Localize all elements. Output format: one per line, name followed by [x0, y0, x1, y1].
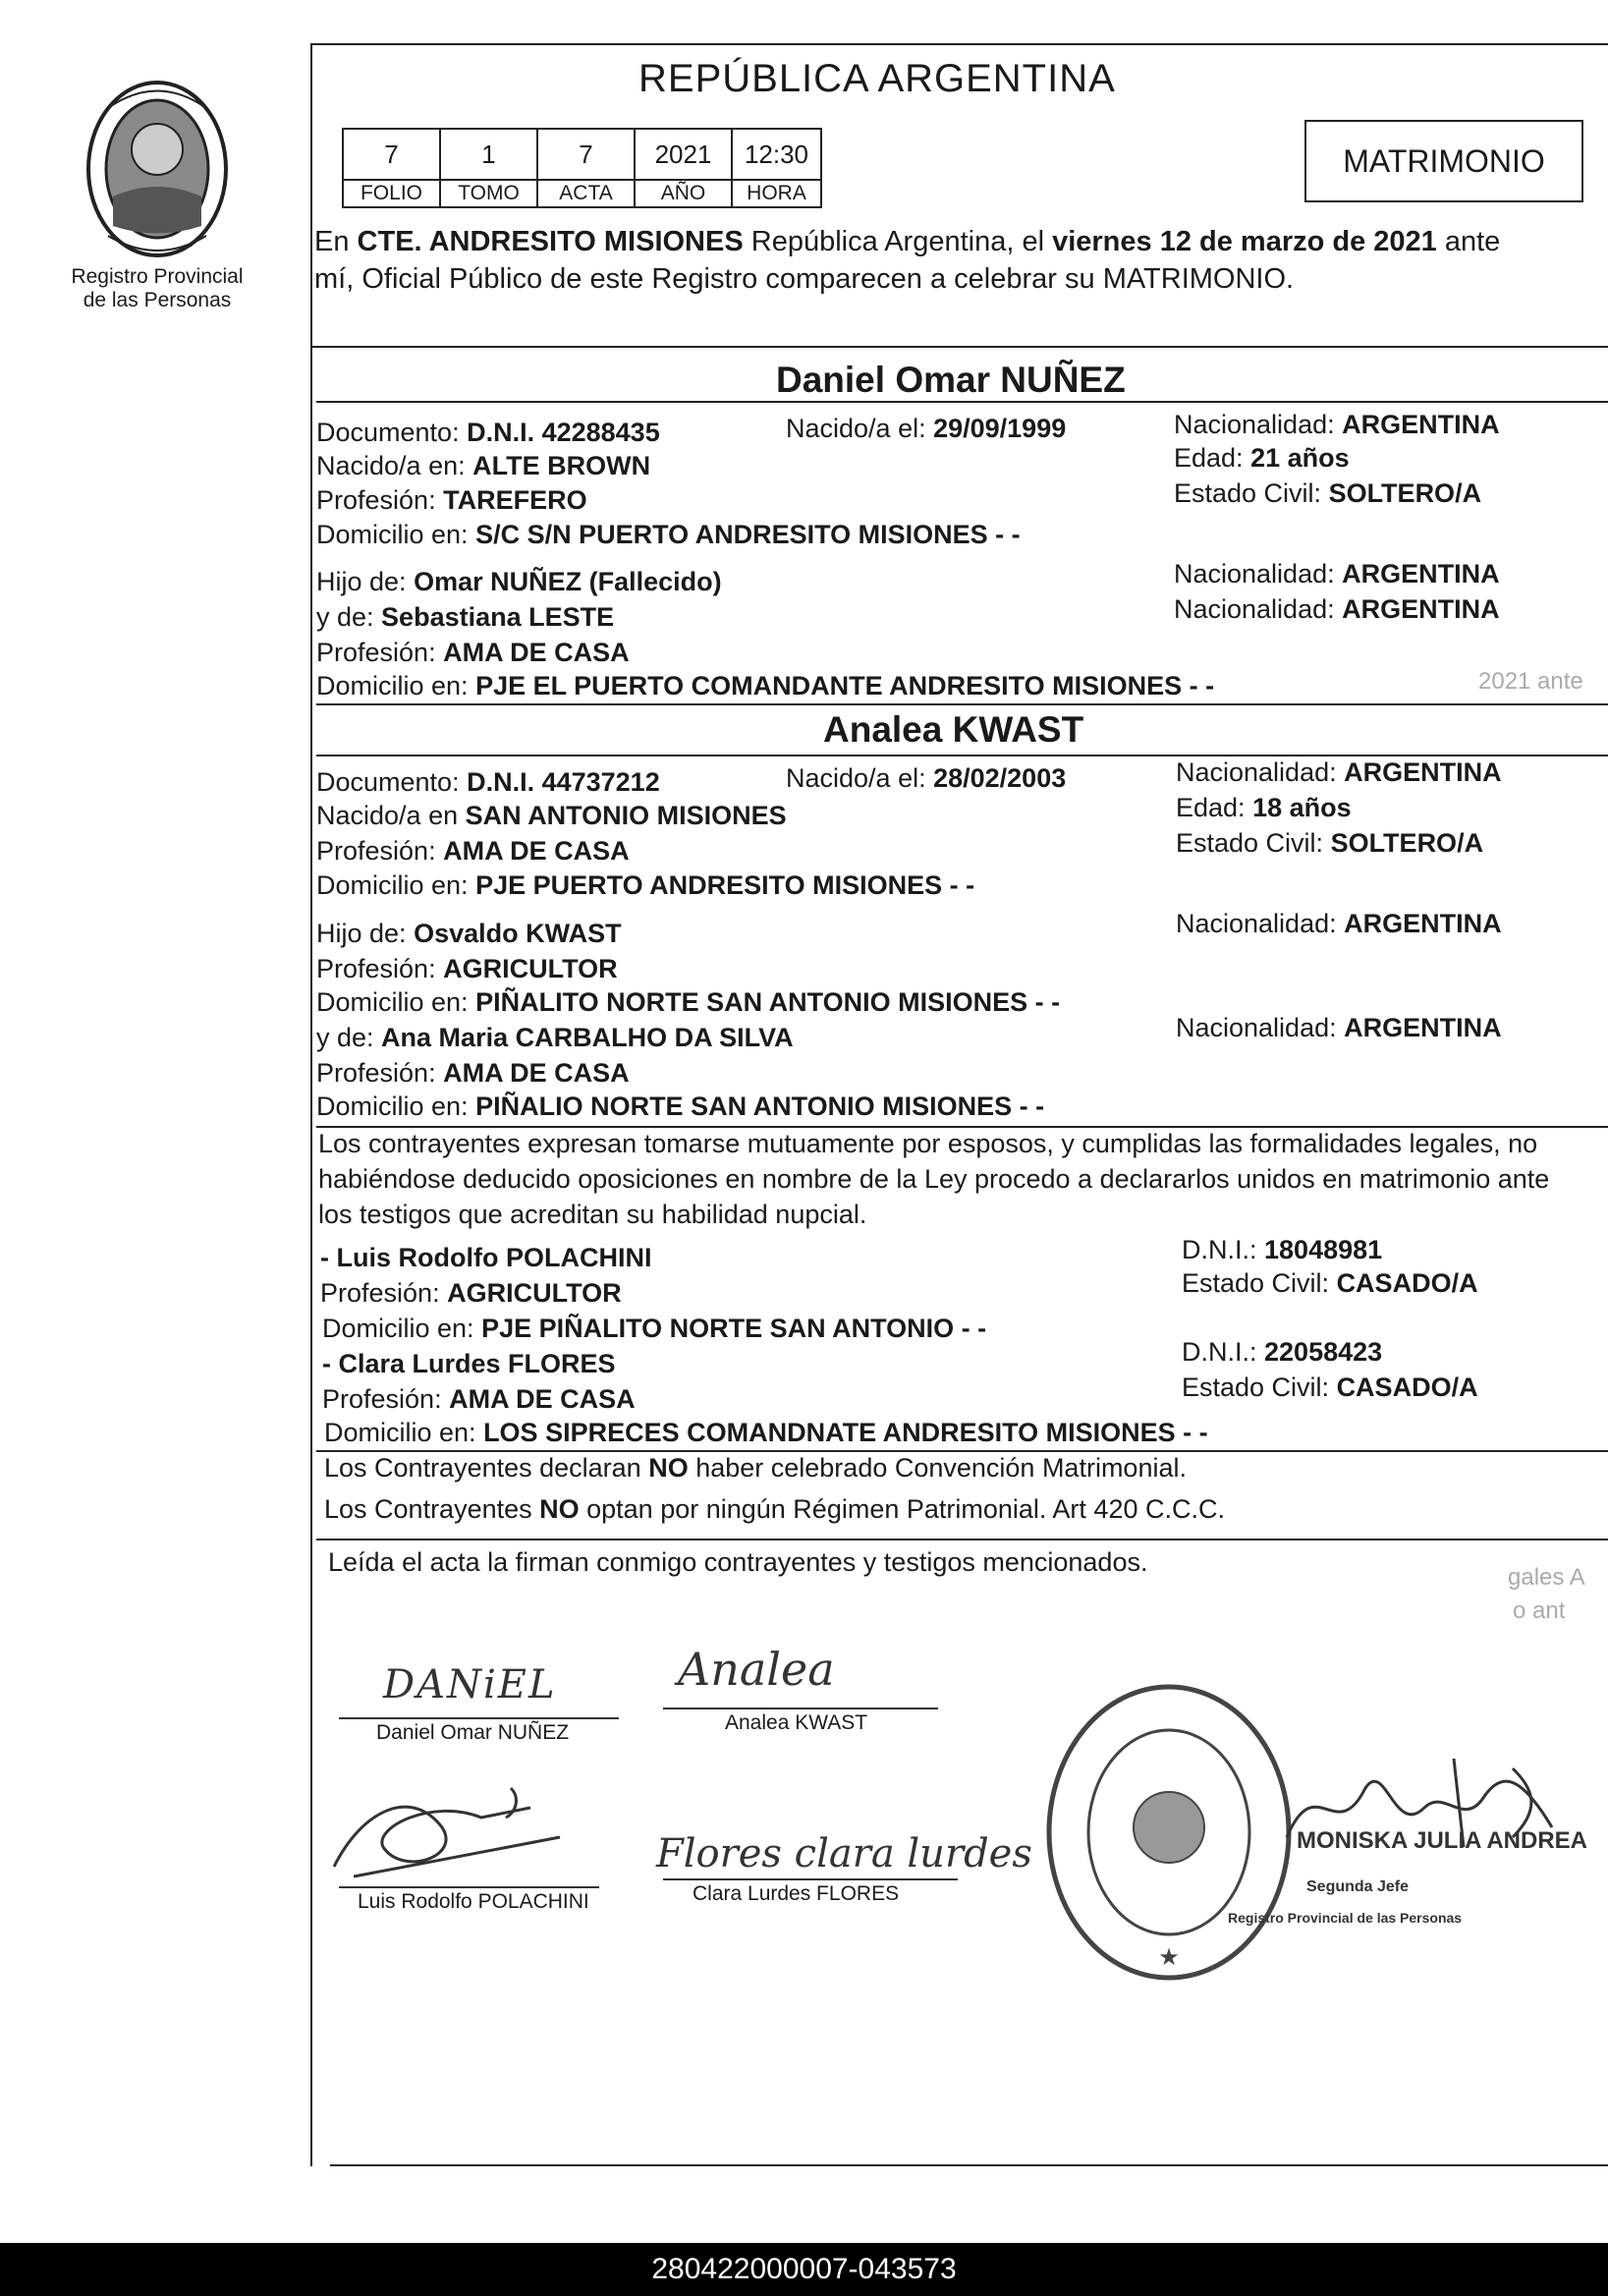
spouse1-father: Hijo de: Omar NUÑEZ (Fallecido) — [316, 567, 722, 596]
witness1-address: Domicilio en: PJE PIÑALITO NORTE SAN ANTONIO - - — [322, 1314, 987, 1343]
spouse1-birthdate: Nacido/a el: 29/09/1999 — [786, 414, 1067, 443]
intro-line2: mí, Oficial Público de este Registro comparecen a celebrar su MATRIMONIO. — [314, 263, 1295, 295]
divider — [316, 703, 1608, 705]
signature-analea-handwriting: Analea — [678, 1643, 835, 1696]
anio-label: AÑO — [635, 180, 732, 207]
signature-line — [339, 1886, 599, 1888]
official-org: Registro Provincial de las Personas — [1228, 1910, 1463, 1926]
spouse2-address: Domicilio en: PJE PUERTO ANDRESITO MISIONES - - — [316, 870, 975, 900]
spouse2-father-address: Domicilio en: PIÑALITO NORTE SAN ANTONIO MISIONES - - — [316, 987, 1061, 1017]
official-title: Segunda Jefe — [1306, 1878, 1410, 1895]
spouse1-address: Domicilio en: S/C S/N PUERTO ANDRESITO MISIONES - - — [316, 520, 1021, 549]
signature-line — [663, 1708, 938, 1709]
spouse2-age: Edad: 18 años — [1176, 793, 1352, 822]
signature-caption-4: Clara Lurdes FLORES — [693, 1882, 900, 1905]
signature-caption-1: Daniel Omar NUÑEZ — [376, 1721, 570, 1744]
declaration-line1: Los contrayentes expresan tomarse mutuamente por esposos, y cumplidas las formalidades legales, no — [318, 1129, 1538, 1158]
spouse1-nationality: Nacionalidad: ARGENTINA — [1174, 410, 1500, 439]
declaration-line2: habiéndose deducido oposiciones en nombre de la Ley procedo a declararlos unidos en matrimonio ante — [318, 1164, 1550, 1194]
regime-line1: Los Contrayentes declaran NO haber celebrado Convención Matrimonial. — [324, 1453, 1187, 1483]
witness2-address: Domicilio en: LOS SIPRECES COMANDNATE ANDRESITO MISIONES - - — [324, 1418, 1208, 1447]
provincia-misiones-crest-icon — [69, 79, 246, 260]
signature-line — [339, 1717, 619, 1719]
spouse1-profession: Profesión: TAREFERO — [316, 485, 587, 515]
document-id-footer: 280422000007-043573 — [0, 2243, 1608, 2296]
folio-value: 7 — [343, 129, 440, 180]
document-title: REPÚBLICA ARGENTINA — [638, 57, 1116, 100]
spouse2-mother-profession: Profesión: AMA DE CASA — [316, 1058, 630, 1088]
logo-caption-line2: de las Personas — [83, 289, 232, 311]
regime-line2: Los Contrayentes NO optan por ningún Régimen Patrimonial. Art 420 C.C.C. — [324, 1494, 1225, 1524]
spouse1-parents-address: Domicilio en: PJE EL PUERTO COMANDANTE ANDRESITO MISIONES - - — [316, 671, 1215, 700]
folio-label: FOLIO — [343, 180, 440, 207]
acta-value: 7 — [537, 129, 635, 180]
closing-text: Leída el acta la firman conmigo contrayentes y testigos mencionados. — [328, 1547, 1148, 1577]
logo-caption — [69, 265, 246, 312]
signature-caption-2: Analea KWAST — [725, 1711, 868, 1734]
spouse2-document: Documento: D.N.I. 44737212 — [316, 767, 660, 797]
spouse2-civil-status: Estado Civil: SOLTERO/A — [1176, 828, 1484, 858]
divider — [316, 1539, 1608, 1540]
witness2-civil-status: Estado Civil: CASADO/A — [1182, 1372, 1478, 1402]
margin-fragment: o ant — [1513, 1597, 1566, 1624]
tomo-label: TOMO — [440, 180, 537, 207]
hora-value: 12:30 — [732, 129, 821, 180]
spouse2-mother-address: Domicilio en: PIÑALIO NORTE SAN ANTONIO MISIONES - - — [316, 1092, 1045, 1121]
spouse1-name: Daniel Omar NUÑEZ — [776, 360, 1126, 400]
frame-top-border — [310, 43, 1608, 45]
tomo-value: 1 — [440, 129, 537, 180]
spouse2-birthplace: Nacido/a en SAN ANTONIO MISIONES — [316, 801, 787, 830]
witness2-profession: Profesión: AMA DE CASA — [322, 1384, 636, 1414]
witness1-civil-status: Estado Civil: CASADO/A — [1182, 1268, 1478, 1298]
spouse1-mother: y de: Sebastiana LESTE — [316, 602, 615, 632]
registry-stamp-icon — [1041, 1680, 1297, 1985]
witness1-name: - Luis Rodolfo POLACHINI — [320, 1243, 652, 1272]
spouse2-nationality: Nacionalidad: ARGENTINA — [1176, 757, 1502, 787]
intro-date: viernes 12 de marzo de 2021 — [1052, 226, 1437, 257]
declaration-line3: los testigos que acreditan su habilidad nupcial. — [318, 1200, 867, 1229]
logo-caption-line1: Registro Provincial — [71, 265, 244, 288]
divider — [310, 346, 1608, 348]
frame-left-border — [310, 44, 312, 2166]
margin-fragment: 2021 ante — [1478, 668, 1583, 695]
act-type-box: MATRIMONIO — [1304, 120, 1583, 202]
acta-label: ACTA — [537, 180, 635, 207]
official-signature-icon — [1277, 1749, 1572, 1857]
hora-label: HORA — [732, 180, 821, 207]
signature-line — [663, 1878, 958, 1880]
frame-bottom-border — [330, 2164, 1608, 2166]
spouse1-document: Documento: D.N.I. 42288435 — [316, 418, 660, 447]
spouse2-mother-nationality: Nacionalidad: ARGENTINA — [1176, 1013, 1502, 1042]
spouse2-father-nationality: Nacionalidad: ARGENTINA — [1176, 909, 1502, 938]
spouse2-profession: Profesión: AMA DE CASA — [316, 836, 630, 866]
spouse1-birthplace: Nacido/a en: ALTE BROWN — [316, 451, 651, 480]
spouse2-mother: y de: Ana Maria CARBALHO DA SILVA — [316, 1023, 794, 1052]
intro-line1: En CTE. ANDRESITO MISIONES República Argentina, el viernes 12 de marzo de 2021 ante — [314, 226, 1501, 257]
signature-polachini-icon — [324, 1768, 580, 1896]
divider — [316, 401, 1608, 403]
registry-header-table — [342, 128, 822, 208]
signature-flores-handwriting: Flores clara lurdes — [656, 1831, 1032, 1876]
witness1-dni: D.N.I.: 18048981 — [1182, 1235, 1383, 1264]
spouse1-civil-status: Estado Civil: SOLTERO/A — [1174, 478, 1482, 508]
witness1-profession: Profesión: AGRICULTOR — [320, 1278, 622, 1308]
witness2-dni: D.N.I.: 22058423 — [1182, 1337, 1383, 1367]
spouse1-mother-profession: Profesión: AMA DE CASA — [316, 638, 630, 667]
margin-fragment: gales A — [1508, 1564, 1585, 1591]
registry-logo — [69, 79, 246, 312]
svg-text:★: ★ — [1158, 1944, 1180, 1971]
spouse2-name: Analea KWAST — [823, 709, 1084, 750]
signature-daniel-handwriting: DANiEL — [383, 1662, 557, 1708]
signature-caption-3: Luis Rodolfo POLACHINI — [358, 1890, 589, 1913]
intro-place: CTE. ANDRESITO MISIONES — [357, 226, 744, 257]
anio-value: 2021 — [635, 129, 732, 180]
official-name: MONISKA JULIA ANDREA — [1297, 1827, 1588, 1854]
spouse2-birthdate: Nacido/a el: 28/02/2003 — [786, 763, 1067, 793]
spouse2-father-profession: Profesión: AGRICULTOR — [316, 954, 618, 983]
spouse1-father-nationality: Nacionalidad: ARGENTINA — [1174, 559, 1500, 588]
spouse1-mother-nationality: Nacionalidad: ARGENTINA — [1174, 594, 1500, 624]
witness2-name: - Clara Lurdes FLORES — [322, 1349, 616, 1378]
spouse2-father: Hijo de: Osvaldo KWAST — [316, 919, 622, 948]
spouse1-age: Edad: 21 años — [1174, 443, 1350, 473]
